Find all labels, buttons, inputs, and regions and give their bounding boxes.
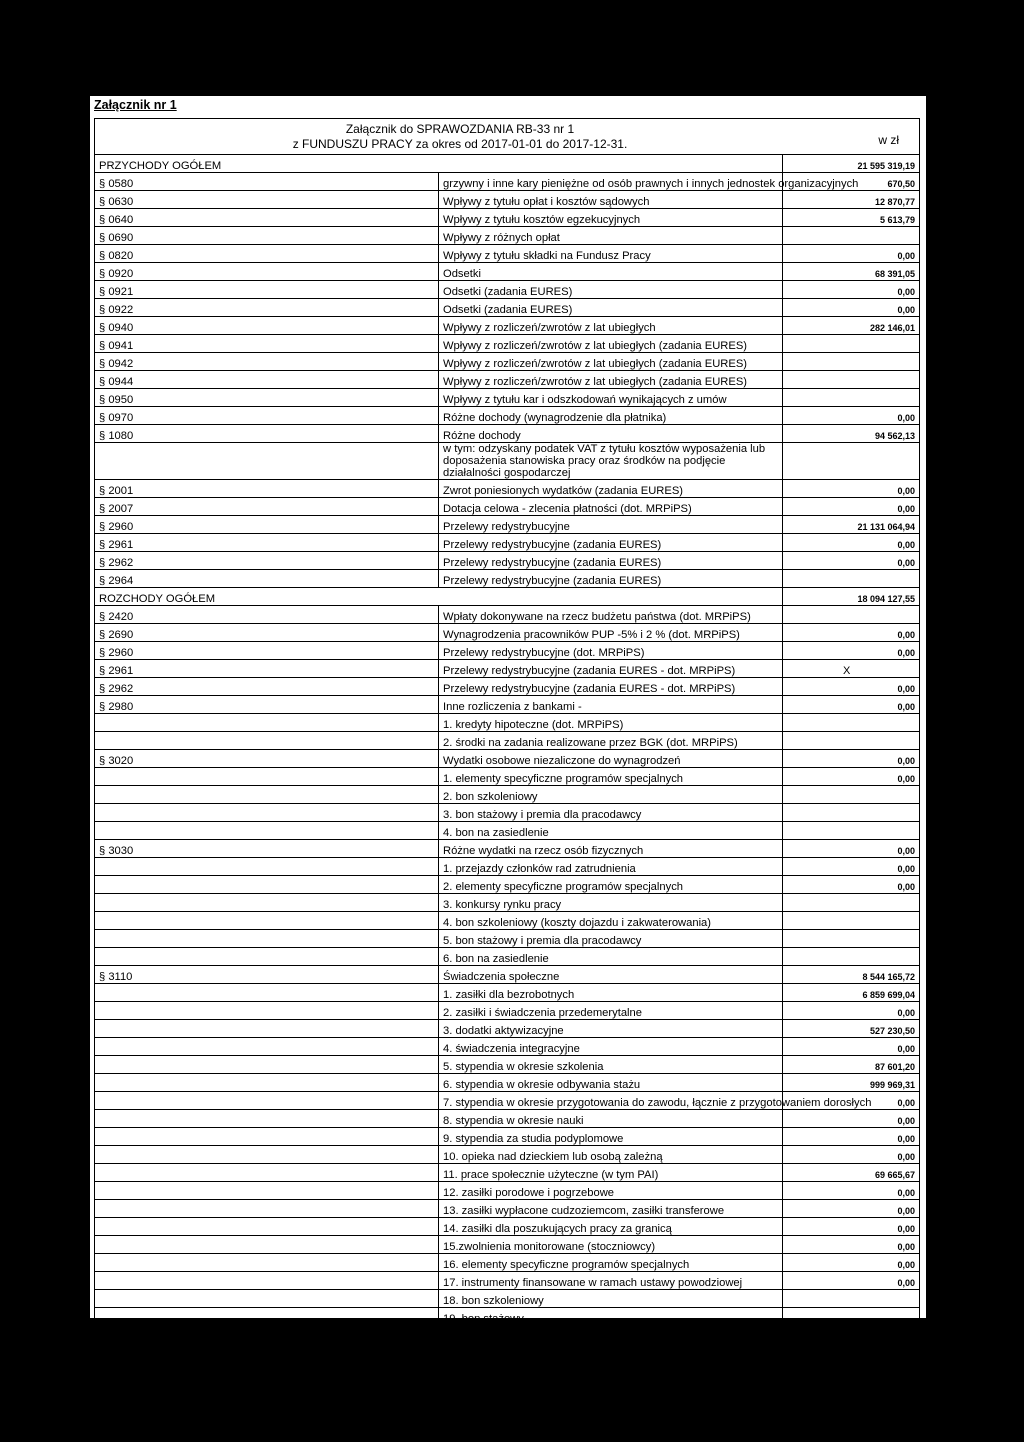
table-row <box>95 642 920 660</box>
amount-value: 0,00 <box>783 624 920 642</box>
table-row <box>95 317 920 335</box>
paragraph-code <box>95 1020 439 1038</box>
amount-value: 0,00 <box>783 1272 920 1290</box>
table-row <box>95 263 920 281</box>
amount-value: X <box>783 660 920 678</box>
amount-value: 0,00 <box>783 1002 920 1020</box>
table-row <box>95 335 920 353</box>
table-row <box>95 371 920 389</box>
paragraph-code <box>95 732 439 750</box>
amount-value: 0,00 <box>783 498 920 516</box>
item-description: 2. bon szkoleniowy <box>439 786 783 804</box>
table-row <box>95 1326 920 1344</box>
item-description: w tym: odzyskany podatek VAT z tytułu kosztów wyposażenia lub doposażenia stanowiska pracy oraz środków na podjęcie działalności gospodarczej <box>439 443 783 480</box>
table-row <box>95 876 920 894</box>
amount-value: 670,50 <box>783 173 920 191</box>
paragraph-code: § 1080 <box>95 425 439 443</box>
item-description: Różne wydatki na rzecz osób fizycznych <box>439 840 783 858</box>
item-description: 2. elementy specyficzne programów specjalnych <box>439 876 783 894</box>
paragraph-code: § 0944 <box>95 371 439 389</box>
item-description: Świadczenia społeczne <box>439 966 783 984</box>
amount-value: 0,00 <box>783 552 920 570</box>
amount-value <box>783 930 920 948</box>
item-description: 13. zasiłki wypłacone cudzoziemcom, zasiłki transferowe <box>439 1200 783 1218</box>
report-title-line1: Załącznik do SPRAWOZDANIA RB-33 nr 1 <box>345 122 575 136</box>
paragraph-code: § 2001 <box>95 480 439 498</box>
table-row <box>95 624 920 642</box>
paragraph-code <box>95 786 439 804</box>
amount-value: 6 859 699,04 <box>783 984 920 1002</box>
item-description: 2. zasiłki i świadczenia przedemerytalne <box>439 1002 783 1020</box>
paragraph-code: § 2960 <box>95 516 439 534</box>
amount-value: 0,00 <box>783 1236 920 1254</box>
table-row <box>95 732 920 750</box>
item-description: 5. stypendia w okresie szkolenia <box>439 1056 783 1074</box>
paragraph-code: § 3110 <box>95 966 439 984</box>
paragraph-code: § 0970 <box>95 407 439 425</box>
amount-value: 0,00 <box>783 1092 920 1110</box>
table-row <box>95 948 920 966</box>
paragraph-code <box>95 714 439 732</box>
amount-value: 18 094 127,55 <box>783 588 920 606</box>
item-description: 1. zasiłki dla bezrobotnych <box>439 984 783 1002</box>
item-description: 1. elementy specyficzne programów specjalnych <box>439 768 783 786</box>
table-row <box>95 480 920 498</box>
amount-value: 0,00 <box>783 1128 920 1146</box>
table-row <box>95 407 920 425</box>
amount-value: 0,00 <box>783 407 920 425</box>
item-description: 18. bon szkoleniowy <box>439 1290 783 1308</box>
table-row <box>95 1002 920 1020</box>
amount-value: 87 601,20 <box>783 1056 920 1074</box>
table-row <box>95 858 920 876</box>
item-description: 12. zasiłki porodowe i pogrzebowe <box>439 1182 783 1200</box>
paragraph-code <box>95 1038 439 1056</box>
section-row <box>95 155 920 173</box>
paragraph-code <box>95 1182 439 1200</box>
amount-value <box>783 443 920 480</box>
report-table <box>94 154 920 1344</box>
item-description: 17. instrumenty finansowane w ramach ustawy powodziowej <box>439 1272 783 1290</box>
amount-value <box>783 389 920 407</box>
report-header <box>94 118 920 154</box>
table-row <box>95 822 920 840</box>
table-row <box>95 516 920 534</box>
item-description: Odsetki (zadania EURES) <box>439 299 783 317</box>
table-row <box>95 750 920 768</box>
item-description: Przelewy redystrybucyjne <box>439 516 783 534</box>
table-row <box>95 245 920 263</box>
table-row <box>95 209 920 227</box>
table-row <box>95 696 920 714</box>
item-description: 15.zwolnienia monitorowane (stoczniowcy) <box>439 1236 783 1254</box>
table-row <box>95 966 920 984</box>
table-row <box>95 1146 920 1164</box>
table-row <box>95 1182 920 1200</box>
table-row <box>95 1308 920 1326</box>
item-description: Wpływy z rozliczeń/zwrotów z lat ubiegłych (zadania EURES) <box>439 335 783 353</box>
paragraph-code: § 0950 <box>95 389 439 407</box>
section-row <box>95 588 920 606</box>
item-description: 6. bon na zasiedlenie <box>439 948 783 966</box>
amount-value: 0,00 <box>783 1254 920 1272</box>
table-row <box>95 1038 920 1056</box>
table-row <box>95 1164 920 1182</box>
table-row <box>95 804 920 822</box>
table-row <box>95 191 920 209</box>
paragraph-code <box>95 804 439 822</box>
amount-value: 0,00 <box>783 678 920 696</box>
amount-value <box>783 606 920 624</box>
item-description: 1. kredyty hipoteczne (dot. MRPiPS) <box>439 714 783 732</box>
item-description: 19. bon stażowy <box>439 1308 783 1326</box>
item-description: 8. stypendia w okresie nauki <box>439 1110 783 1128</box>
item-description: Odsetki (zadania EURES) <box>439 281 783 299</box>
amount-value: 0,00 <box>783 245 920 263</box>
paragraph-code: § 0640 <box>95 209 439 227</box>
amount-value: 0,00 <box>783 1146 920 1164</box>
table-row <box>95 786 920 804</box>
table-row <box>95 984 920 1002</box>
paragraph-code: § 2962 <box>95 552 439 570</box>
paragraph-code: § 0941 <box>95 335 439 353</box>
paragraph-code <box>95 822 439 840</box>
amount-value: 5 613,79 <box>783 209 920 227</box>
paragraph-code: § 2962 <box>95 678 439 696</box>
attachment-label: Załącznik nr 1 <box>94 98 177 112</box>
amount-value: 0,00 <box>783 768 920 786</box>
table-row <box>95 606 920 624</box>
item-description: Przelewy redystrybucyjne (zadania EURES) <box>439 534 783 552</box>
table-row <box>95 1290 920 1308</box>
amount-value: 527 230,50 <box>783 1020 920 1038</box>
item-description: 2. środki na zadania realizowane przez BGK (dot. MRPiPS) <box>439 732 783 750</box>
amount-value <box>783 804 920 822</box>
item-description: Wpływy z tytułu składki na Fundusz Pracy <box>439 245 783 263</box>
amount-value: 8 544 165,72 <box>783 966 920 984</box>
item-description: Wpłaty dokonywane na rzecz budżetu państwa (dot. MRPiPS) <box>439 606 783 624</box>
item-description: grzywny i inne kary pieniężne od osób prawnych i innych jednostek organizacyjnych <box>439 173 783 191</box>
item-description: Wydatki osobowe niezaliczone do wynagrodzeń <box>439 750 783 768</box>
paragraph-code <box>95 1254 439 1272</box>
amount-value <box>783 335 920 353</box>
paragraph-code: § 2961 <box>95 660 439 678</box>
table-row <box>95 930 920 948</box>
item-description: Wpływy z tytułu opłat i kosztów sądowych <box>439 191 783 209</box>
amount-value: 0,00 <box>783 858 920 876</box>
table-row <box>95 1254 920 1272</box>
paragraph-code: § 2961 <box>95 534 439 552</box>
amount-value: 69 665,67 <box>783 1164 920 1182</box>
table-row <box>95 227 920 245</box>
paragraph-code: § 2964 <box>95 570 439 588</box>
item-description: 16. elementy specyficzne programów specjalnych <box>439 1254 783 1272</box>
amount-value <box>783 948 920 966</box>
table-row <box>95 912 920 930</box>
item-description: Przelewy redystrybucyjne (zadania EURES - dot. MRPiPS) <box>439 660 783 678</box>
item-description: 4. bon na zasiedlenie <box>439 822 783 840</box>
paragraph-code: § 2960 <box>95 642 439 660</box>
table-row <box>95 894 920 912</box>
table-row <box>95 570 920 588</box>
amount-value <box>783 1326 920 1344</box>
document-page <box>90 96 926 1343</box>
table-row <box>95 173 920 191</box>
amount-value <box>783 353 920 371</box>
table-row <box>95 1092 920 1110</box>
item-description: 9. stypendia za studia podyplomowe <box>439 1128 783 1146</box>
paragraph-code: § 2420 <box>95 606 439 624</box>
paragraph-code <box>95 930 439 948</box>
item-description: 3. dodatki aktywizacyjne <box>439 1020 783 1038</box>
item-description: Przelewy redystrybucyjne (zadania EURES) <box>439 552 783 570</box>
amount-value <box>783 822 920 840</box>
amount-value: 21 131 064,94 <box>783 516 920 534</box>
amount-value: 0,00 <box>783 1110 920 1128</box>
item-description: Dotacja celowa - zlecenia płatności (dot. MRPiPS) <box>439 498 783 516</box>
paragraph-code: § 3020 <box>95 750 439 768</box>
paragraph-code <box>95 1218 439 1236</box>
amount-value: 12 870,77 <box>783 191 920 209</box>
item-description: Wpływy z tytułu kar i odszkodowań wynikających z umów <box>439 389 783 407</box>
paragraph-code <box>95 443 439 480</box>
paragraph-code <box>95 1236 439 1254</box>
amount-value <box>783 714 920 732</box>
item-description: Wpływy z rozliczeń/zwrotów z lat ubiegłych (zadania EURES) <box>439 353 783 371</box>
paragraph-code: § 0630 <box>95 191 439 209</box>
item-description: Przelewy redystrybucyjne (dot. MRPiPS) <box>439 642 783 660</box>
item-description: 7. stypendia w okresie przygotowania do zawodu, łącznie z przygotowaniem dorosłych <box>439 1092 783 1110</box>
paragraph-code: § 0921 <box>95 281 439 299</box>
amount-value: 0,00 <box>783 1200 920 1218</box>
item-description: 4. bon szkoleniowy (koszty dojazdu i zakwaterowania) <box>439 912 783 930</box>
item-description: 11. prace społecznie użyteczne (w tym PAI) <box>439 1164 783 1182</box>
paragraph-code <box>95 894 439 912</box>
paragraph-code: § 0942 <box>95 353 439 371</box>
item-description: Wpływy z tytułu kosztów egzekucyjnych <box>439 209 783 227</box>
paragraph-code <box>95 858 439 876</box>
paragraph-code <box>95 1164 439 1182</box>
item-description: 14. zasiłki dla poszukujących pracy za granicą <box>439 1218 783 1236</box>
paragraph-code: § 2980 <box>95 696 439 714</box>
paragraph-code: § 3030 <box>95 840 439 858</box>
table-row <box>95 498 920 516</box>
item-description: Przelewy redystrybucyjne (zadania EURES - dot. MRPiPS) <box>439 678 783 696</box>
table-row <box>95 1056 920 1074</box>
amount-value: 0,00 <box>783 696 920 714</box>
paragraph-code <box>95 948 439 966</box>
paragraph-code <box>95 1146 439 1164</box>
item-description: 20. świadczenie aktywizacyjne <box>439 1326 783 1344</box>
item-description: Wynagrodzenia pracowników PUP -5% i 2 % (dot. MRPiPS) <box>439 624 783 642</box>
paragraph-code <box>95 1290 439 1308</box>
section-label: PRZYCHODY OGÓŁEM <box>95 155 783 173</box>
paragraph-code <box>95 1110 439 1128</box>
amount-value: 0,00 <box>783 281 920 299</box>
table-row <box>95 552 920 570</box>
paragraph-code: § 0820 <box>95 245 439 263</box>
table-row <box>95 768 920 786</box>
item-description: 5. bon stażowy i premia dla pracodawcy <box>439 930 783 948</box>
item-description: Wpływy z rozliczeń/zwrotów z lat ubiegłych <box>439 317 783 335</box>
item-description: Zwrot poniesionych wydatków (zadania EURES) <box>439 480 783 498</box>
table-row <box>95 1020 920 1038</box>
item-description: 6. stypendia w okresie odbywania stażu <box>439 1074 783 1092</box>
paragraph-code <box>95 1308 439 1326</box>
paragraph-code: § 0920 <box>95 263 439 281</box>
amount-value <box>783 912 920 930</box>
item-description: Wpływy z rozliczeń/zwrotów z lat ubiegłych (zadania EURES) <box>439 371 783 389</box>
item-description: 3. konkursy rynku pracy <box>439 894 783 912</box>
table-row <box>95 281 920 299</box>
item-description: 1. przejazdy członków rad zatrudnienia <box>439 858 783 876</box>
table-row <box>95 389 920 407</box>
paragraph-code: § 2690 <box>95 624 439 642</box>
amount-value: 0,00 <box>783 876 920 894</box>
item-description: Inne rozliczenia z bankami - <box>439 696 783 714</box>
table-row <box>95 1200 920 1218</box>
table-row <box>95 1110 920 1128</box>
amount-value: 21 595 319,19 <box>783 155 920 173</box>
table-row <box>95 678 920 696</box>
amount-value <box>783 1290 920 1308</box>
table-row <box>95 660 920 678</box>
item-description: Wpływy z różnych opłat <box>439 227 783 245</box>
paragraph-code: § 2007 <box>95 498 439 516</box>
amount-value: 0,00 <box>783 534 920 552</box>
item-description: Różne dochody <box>439 425 783 443</box>
item-description: 10. opieka nad dzieckiem lub osobą zależną <box>439 1146 783 1164</box>
amount-value: 999 969,31 <box>783 1074 920 1092</box>
table-row <box>95 1218 920 1236</box>
paragraph-code <box>95 984 439 1002</box>
amount-value: 0,00 <box>783 750 920 768</box>
paragraph-code <box>95 1092 439 1110</box>
table-row <box>95 443 920 480</box>
paragraph-code <box>95 1002 439 1020</box>
amount-value: 94 562,13 <box>783 425 920 443</box>
table-row <box>95 299 920 317</box>
amount-value <box>783 786 920 804</box>
table-row <box>95 353 920 371</box>
paragraph-code <box>95 1128 439 1146</box>
amount-value <box>783 570 920 588</box>
amount-value: 0,00 <box>783 299 920 317</box>
report-title-line2: z FUNDUSZU PRACY za okres od 2017-01-01 do 2017-12-31. <box>292 137 628 151</box>
amount-value: 0,00 <box>783 642 920 660</box>
item-description: Odsetki <box>439 263 783 281</box>
paragraph-code <box>95 1272 439 1290</box>
report-title <box>95 122 825 152</box>
paragraph-code: § 0690 <box>95 227 439 245</box>
table-row <box>95 1272 920 1290</box>
item-description: Przelewy redystrybucyjne (zadania EURES) <box>439 570 783 588</box>
amount-value: 282 146,01 <box>783 317 920 335</box>
paragraph-code: § 0922 <box>95 299 439 317</box>
table-row <box>95 534 920 552</box>
table-row <box>95 1074 920 1092</box>
paragraph-code: § 0580 <box>95 173 439 191</box>
amount-value: 0,00 <box>783 1218 920 1236</box>
paragraph-code <box>95 768 439 786</box>
amount-value <box>783 227 920 245</box>
section-label: ROZCHODY OGÓŁEM <box>95 588 783 606</box>
table-row <box>95 425 920 443</box>
table-row <box>95 1128 920 1146</box>
amount-value <box>783 1308 920 1326</box>
item-description: 3. bon stażowy i premia dla pracodawcy <box>439 804 783 822</box>
table-row <box>95 840 920 858</box>
paragraph-code <box>95 1074 439 1092</box>
paragraph-code <box>95 1200 439 1218</box>
amount-value: 0,00 <box>783 1182 920 1200</box>
amount-value <box>783 371 920 389</box>
item-description: Różne dochody (wynagrodzenie dla płatnika) <box>439 407 783 425</box>
currency-unit: w zł <box>878 133 899 147</box>
table-row <box>95 714 920 732</box>
amount-value: 68 391,05 <box>783 263 920 281</box>
paragraph-code: § 0940 <box>95 317 439 335</box>
paragraph-code <box>95 1326 439 1344</box>
amount-value: 0,00 <box>783 480 920 498</box>
amount-value: 0,00 <box>783 1038 920 1056</box>
item-description: 4. świadczenia integracyjne <box>439 1038 783 1056</box>
paragraph-code <box>95 912 439 930</box>
amount-value: 0,00 <box>783 840 920 858</box>
amount-value <box>783 732 920 750</box>
amount-value <box>783 894 920 912</box>
paragraph-code <box>95 876 439 894</box>
table-row <box>95 1236 920 1254</box>
paragraph-code <box>95 1056 439 1074</box>
